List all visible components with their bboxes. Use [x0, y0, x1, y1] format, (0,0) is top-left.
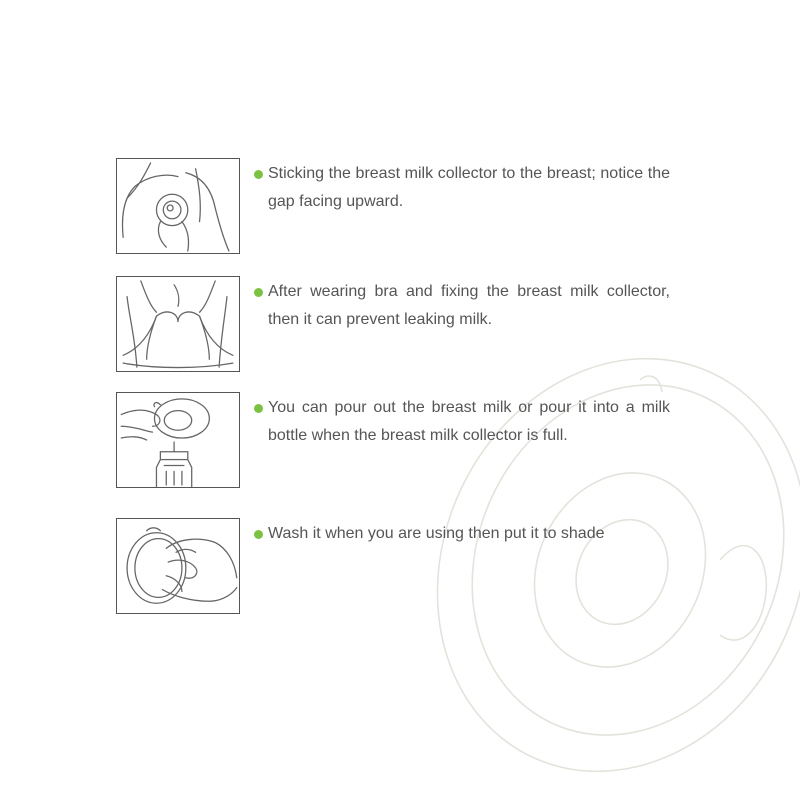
- step-3-text: You can pour out the breast milk or pour it into a milk bottle when the breast milk collector is full.: [268, 399, 670, 444]
- washing-collector-illustration: [116, 518, 240, 614]
- step-1-text: Sticking the breast milk collector to the breast; notice the gap facing upward.: [268, 165, 670, 210]
- instruction-step-1: [116, 158, 676, 254]
- green-bullet-icon: [254, 404, 263, 413]
- green-bullet-icon: [254, 288, 263, 297]
- instruction-step-4: [116, 518, 676, 614]
- green-bullet-icon: [254, 530, 263, 539]
- instruction-step-2: [116, 276, 676, 372]
- bra-wearing-illustration: [116, 276, 240, 372]
- pour-milk-bottle-illustration: [116, 392, 240, 488]
- green-bullet-icon: [254, 170, 263, 179]
- instruction-step-3: [116, 392, 676, 488]
- step-2-text: After wearing bra and fixing the breast milk collector, then it can prevent leaking milk.: [268, 283, 670, 328]
- step-4-text: Wash it when you are using then put it to shade: [268, 525, 605, 542]
- breast-collector-placement-illustration: [116, 158, 240, 254]
